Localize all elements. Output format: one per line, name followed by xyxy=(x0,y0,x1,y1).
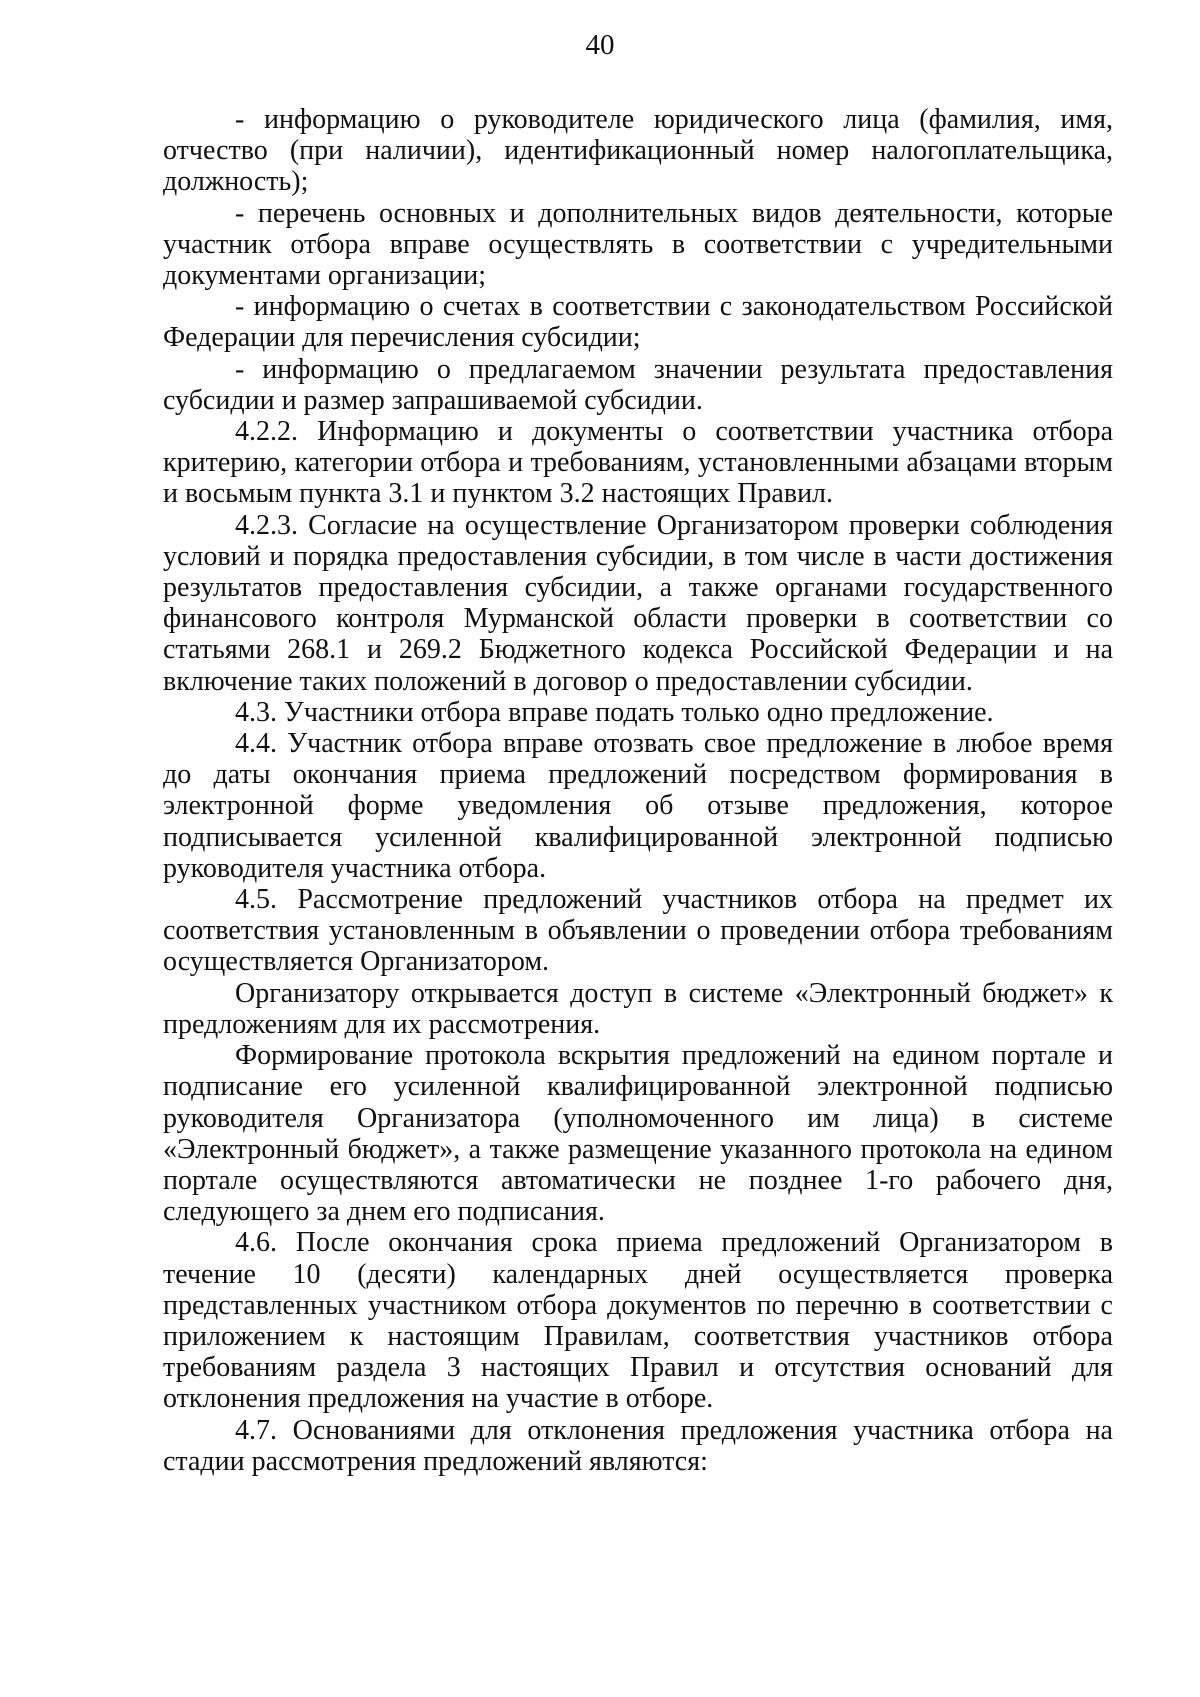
paragraph: - информацию о руководителе юридического лица (фамилия, имя, отчество (при наличии), идентификационный номер налогоплательщика, должность); xyxy=(163,104,1113,198)
body-text xyxy=(163,104,1113,1477)
paragraph: 4.6. После окончания срока приема предложений Организатором в течение 10 (десяти) календарных дней осуществляется проверка представленных участником отбора документов по перечню в соответствии с приложением к настоящим Правилам, соответствия участников отбора требованиям раздела 3 настоящих Правил и отсутствия оснований для отклонения предложения на участие в отборе. xyxy=(163,1227,1113,1415)
paragraph: - информацию о предлагаемом значении результата предоставления субсидии и размер запрашиваемой субсидии. xyxy=(163,353,1113,416)
paragraph: - перечень основных и дополнительных видов деятельности, которые участник отбора вправе осуществлять в соответствии с учредительными документами организации; xyxy=(163,197,1113,292)
paragraph: Организатору открывается доступ в системе «Электронный бюджет» к предложениям для их рассмотрения. xyxy=(163,977,1113,1040)
paragraph: 4.4. Участник отбора вправе отозвать свое предложение в любое время до даты окончания приема предложений посредством формирования в электронной форме уведомления об отзыве предложения, которое подписывается усиленной квалифицированной электронной подписью руководителя участника отбора. xyxy=(163,728,1113,884)
paragraph: Формирование протокола вскрытия предложений на едином портале и подписание его усиленной квалифицированной электронной подписью руководителя Организатора (уполномоченного им лица) в системе «Электронный бюджет», а также размещение указанного протокола на едином портале осуществляются автоматически не позднее 1-го рабочего дня, следующего за днем его подписания. xyxy=(163,1040,1113,1228)
paragraph: 4.7. Основаниями для отклонения предложения участника отбора на стадии рассмотрения предложений являются: xyxy=(163,1414,1113,1477)
paragraph: 4.5. Рассмотрение предложений участников отбора на предмет их соответствия установленным в объявлении о проведении отбора требованиям осуществляется Организатором. xyxy=(163,884,1113,978)
paragraph: - информацию о счетах в соответствии с законодательством Российской Федерации для перечисления субсидии; xyxy=(163,291,1113,354)
paragraph: 4.2.3. Согласие на осуществление Организатором проверки соблюдения условий и порядка предоставления субсидии, в том числе в части достижения результатов предоставления субсидии, а также органами государственного финансового контроля Мурманской области проверки в соответствии со статьями 268.1 и 269.2 Бюджетного кодекса Российской Федерации и на включение таких положений в договор о предоставлении субсидии. xyxy=(163,509,1113,697)
paragraph: 4.2.2. Информацию и документы о соответствии участника отбора критерию, категории отбора и требованиям, установленными абзацами вторым и восьмым пункта 3.1 и пунктом 3.2 настоящих Правил. xyxy=(163,416,1113,510)
paragraph: 4.3. Участники отбора вправе подать только одно предложение. xyxy=(235,696,994,728)
page-number: 40 xyxy=(585,29,615,61)
